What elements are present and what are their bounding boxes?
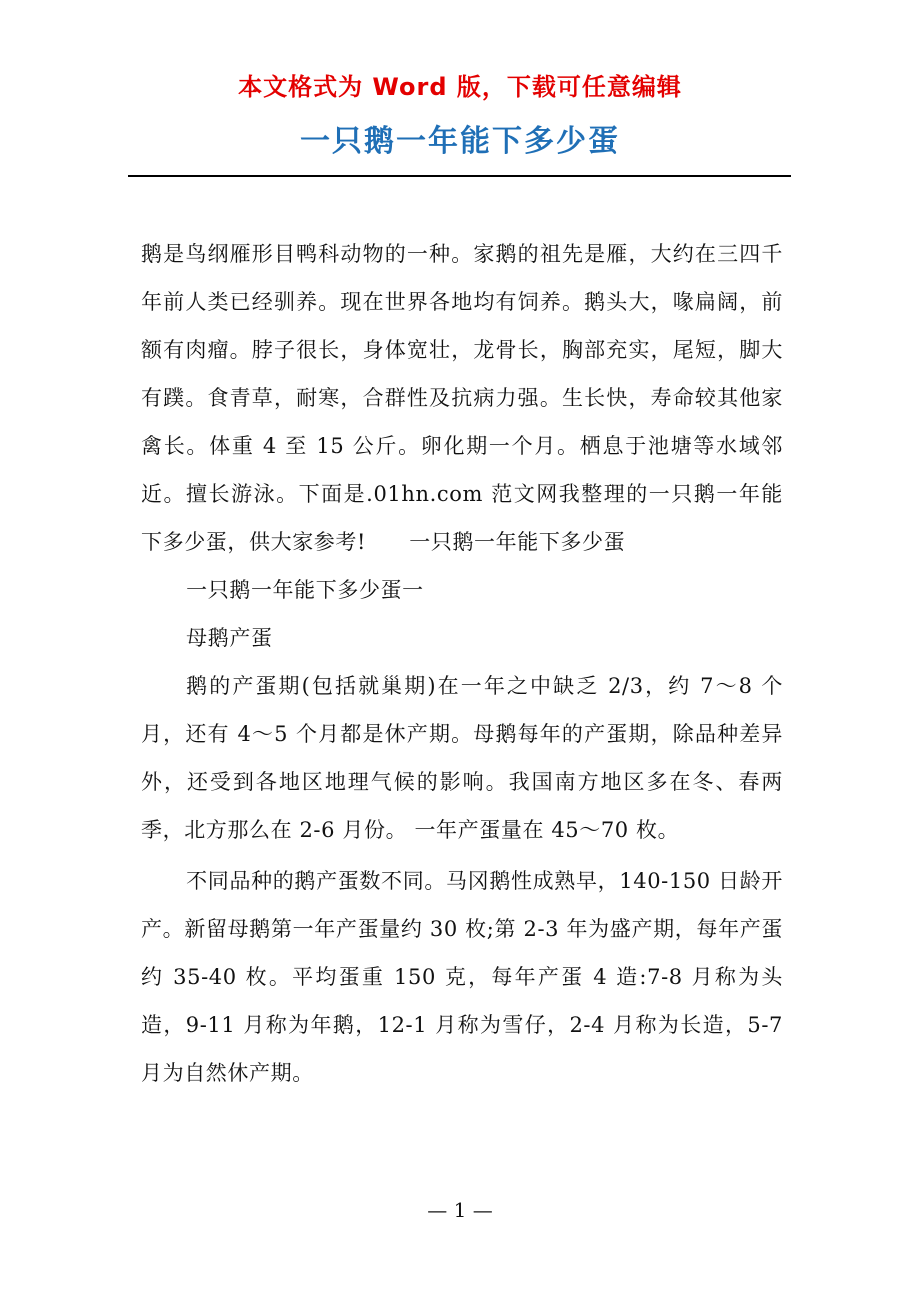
paragraph-section-heading: 母鹅产蛋 [186, 626, 273, 650]
paragraph-laying-period: 鹅的产蛋期(包括就巢期)在一年之中缺乏 2/3，约 7～8 个月，还有 4～5 个月都是休产期。母鹅每年的产蛋期，除品种差异外，还受到各地区地理气候的影响。我国南方地区多在冬、春两季，北方那么在 2-6 月份。 一年产蛋量在 45～70 枚。 [141, 674, 783, 842]
page-title: 一只鹅一年能下多少蛋 [300, 124, 620, 159]
article-body [141, 230, 783, 1097]
title-divider [128, 175, 791, 177]
page-number: — 1 — [427, 1198, 493, 1222]
paragraph-breed-differences: 不同品种的鹅产蛋数不同。马冈鹅性成熟早，140-150 日龄开产。新留母鹅第一年产蛋量约 30 枚;第 2-3 年为盛产期，每年产蛋约 35-40 枚。平均蛋重 150 克，每年产蛋 4 造:7-8 月称为头造，9-11 月称为年鹅，12-1 月称为雪仔，2-4 月称为长造，5-7 月为自然休产期。 [141, 869, 783, 1085]
paragraph-subtitle: 一只鹅一年能下多少蛋一 [186, 578, 424, 602]
format-notice: 本文格式为 Word 版，下载可任意编辑 [238, 73, 682, 101]
paragraph-intro: 鹅是鸟纲雁形目鸭科动物的一种。家鹅的祖先是雁，大约在三四千年前人类已经驯养。现在世界各地均有饲养。鹅头大，喙扁阔，前额有肉瘤。脖子很长，身体宽壮，龙骨长，胸部充实，尾短，脚大有蹼。食青草，耐寒，合群性及抗病力强。生长快，寿命较其他家禽长。体重 4 至 15 公斤。卵化期一个月。栖息于池塘等水域邻近。擅长游泳。下面是.01hn.com 范文网我整理的一只鹅一年能下多少蛋，供大家参考! 一只鹅一年能下多少蛋 [141, 242, 783, 554]
